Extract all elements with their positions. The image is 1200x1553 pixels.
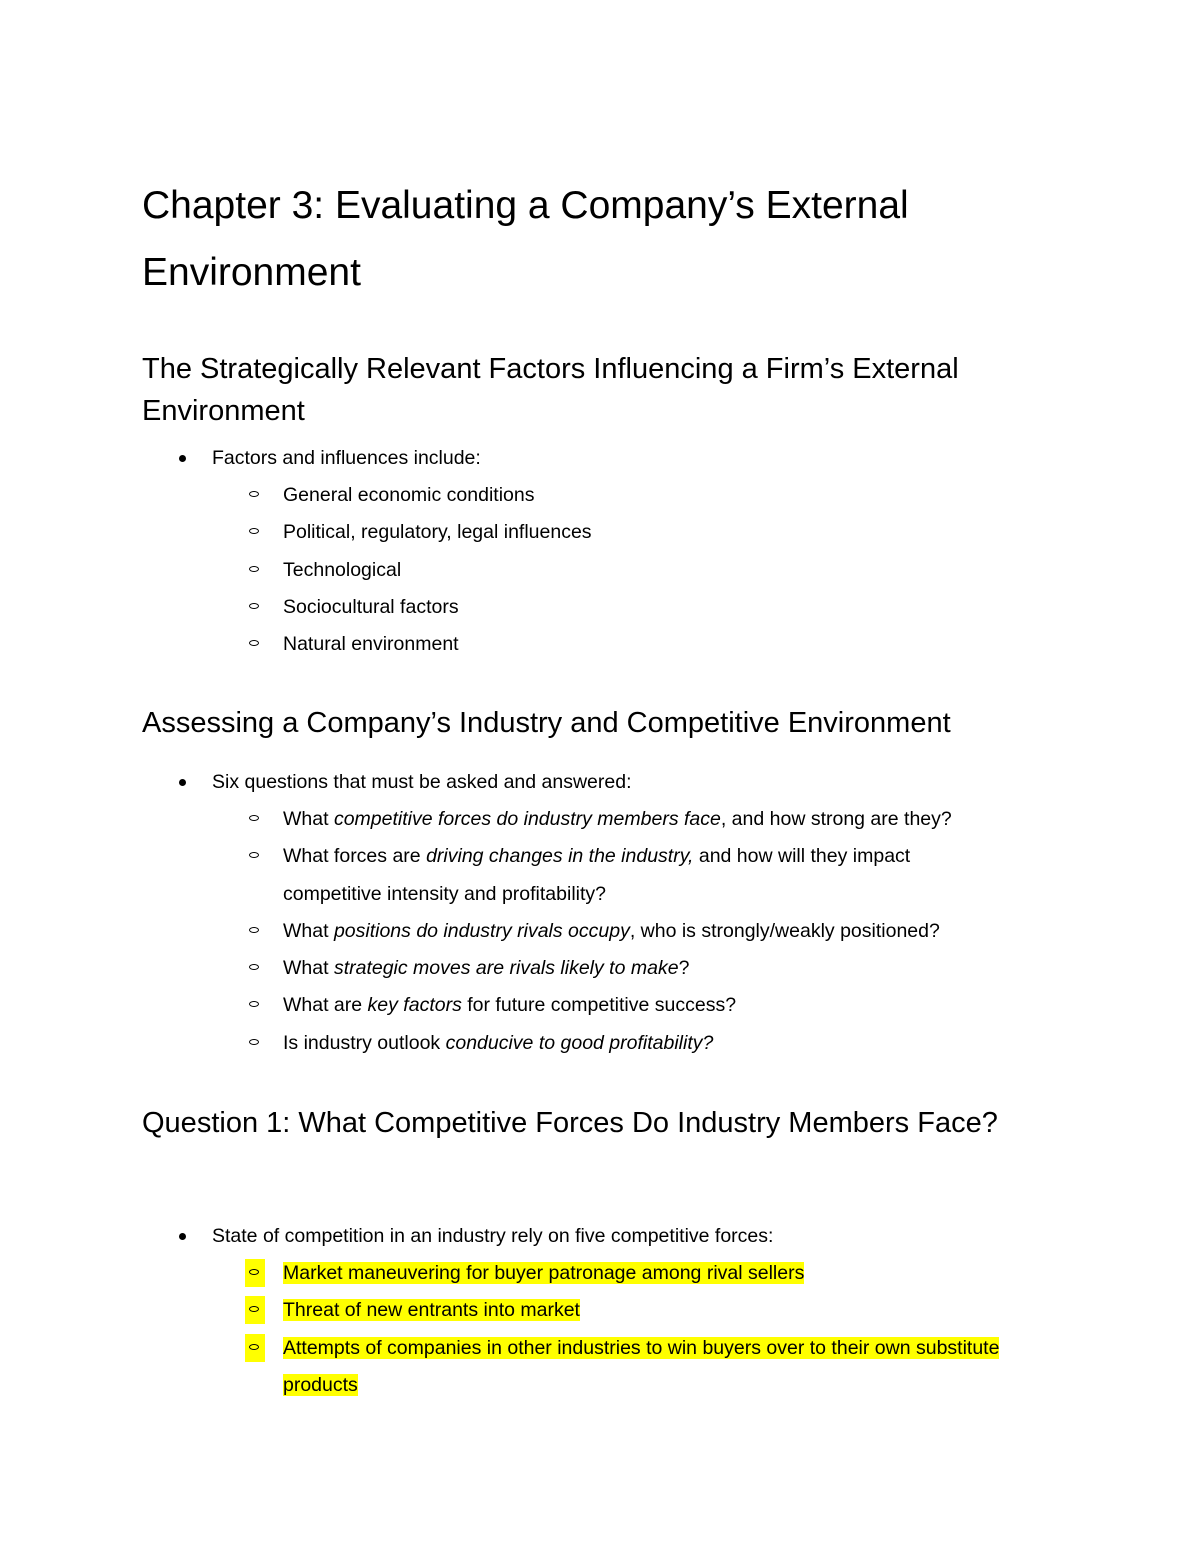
list-item-text: Natural environment xyxy=(283,633,459,656)
question-emphasis: strategic moves are rivals likely to make xyxy=(333,957,679,980)
hollow-bullet-icon xyxy=(249,640,259,646)
factors-sublist xyxy=(212,477,1042,663)
list-item-text: Technological xyxy=(283,558,402,581)
hollow-bullet-icon xyxy=(249,852,259,858)
hollow-bullet-icon xyxy=(249,1344,259,1350)
question-text: , and how strong are they? xyxy=(720,808,952,830)
forces-list xyxy=(142,1218,1042,1404)
forces-sublist xyxy=(212,1255,1042,1404)
questions-sublist xyxy=(212,801,1042,1062)
hollow-bullet-icon xyxy=(249,528,259,534)
hollow-bullet-icon xyxy=(249,566,259,572)
question-emphasis: positions do industry rivals occupy xyxy=(333,919,630,942)
list-item xyxy=(142,514,1042,551)
question-emphasis: driving changes in the industry, xyxy=(426,845,694,868)
hollow-bullet-icon xyxy=(249,1269,259,1275)
list-item xyxy=(142,1218,1042,1404)
list-item-text: Political, regulatory, legal influences xyxy=(283,521,592,544)
question-emphasis: competitive forces do industry members face xyxy=(333,808,721,830)
question-text: ? xyxy=(678,957,690,980)
list-item xyxy=(142,477,1042,514)
list-item-text: Six questions that must be asked and answered: xyxy=(212,771,632,793)
list-item xyxy=(142,801,1042,838)
list-item-text: State of competition in an industry rely on five competitive forces: xyxy=(212,1225,774,1247)
hollow-bullet-icon xyxy=(249,964,259,970)
chapter-title: Chapter 3: Evaluating a Company’s External Environment xyxy=(142,184,909,294)
filled-bullet-icon xyxy=(179,1233,186,1240)
list-item-text: General economic conditions xyxy=(283,484,535,506)
bullet-highlight xyxy=(245,1259,265,1287)
list-item xyxy=(142,838,1042,913)
list-item-text: Factors and influences include: xyxy=(212,447,481,469)
question-text: Is industry outlook xyxy=(283,1031,446,1054)
question-text: and how will they impact competitive intensity and profitability? xyxy=(283,845,911,905)
hollow-bullet-icon xyxy=(249,1001,259,1007)
question-text: What xyxy=(283,957,334,980)
section-heading-competitive-forces: Question 1: What Competitive Forces Do Industry Members Face? xyxy=(142,1107,998,1139)
hollow-bullet-icon xyxy=(249,1039,259,1045)
bullet-highlight xyxy=(245,1296,265,1324)
list-item xyxy=(142,1330,1042,1405)
section-heading-external-factors: The Strategically Relevant Factors Influencing a Firm’s External Environment xyxy=(142,353,959,427)
highlighted-text: Threat of new entrants into market xyxy=(283,1299,580,1322)
list-item xyxy=(142,1292,1042,1329)
list-item xyxy=(142,1255,1042,1292)
highlighted-text: Attempts of companies in other industries to win buyers over to their own substitute products xyxy=(283,1336,1000,1396)
question-text: , who is strongly/weakly positioned? xyxy=(629,919,940,942)
list-item xyxy=(142,913,1042,950)
filled-bullet-icon xyxy=(179,455,186,462)
hollow-bullet-icon xyxy=(249,1306,259,1312)
question-text: What xyxy=(283,919,334,942)
questions-list xyxy=(142,764,1042,1062)
question-text: What xyxy=(283,808,334,830)
filled-bullet-icon xyxy=(179,779,186,786)
hollow-bullet-icon xyxy=(249,491,259,497)
list-item xyxy=(142,440,1042,663)
question-text: What forces are xyxy=(283,845,427,868)
hollow-bullet-icon xyxy=(249,603,259,609)
question-text: What are xyxy=(283,994,368,1017)
list-item xyxy=(142,552,1042,589)
section-heading-industry-environment: Assessing a Company’s Industry and Competitive Environment xyxy=(142,707,951,739)
hollow-bullet-icon xyxy=(249,815,259,821)
question-text: for future competitive success? xyxy=(461,994,737,1017)
question-emphasis: key factors xyxy=(367,994,462,1017)
bullet-highlight xyxy=(245,1334,265,1362)
list-item xyxy=(142,626,1042,663)
highlighted-text: Market maneuvering for buyer patronage among rival sellers xyxy=(283,1262,805,1284)
list-item xyxy=(142,950,1042,987)
list-item xyxy=(142,1025,1042,1062)
list-item xyxy=(142,987,1042,1024)
list-item xyxy=(142,589,1042,626)
factors-list xyxy=(142,440,1042,663)
question-emphasis: conducive to good profitability? xyxy=(445,1031,714,1054)
hollow-bullet-icon xyxy=(249,927,259,933)
list-item xyxy=(142,764,1042,1062)
list-item-text: Sociocultural factors xyxy=(283,595,459,618)
